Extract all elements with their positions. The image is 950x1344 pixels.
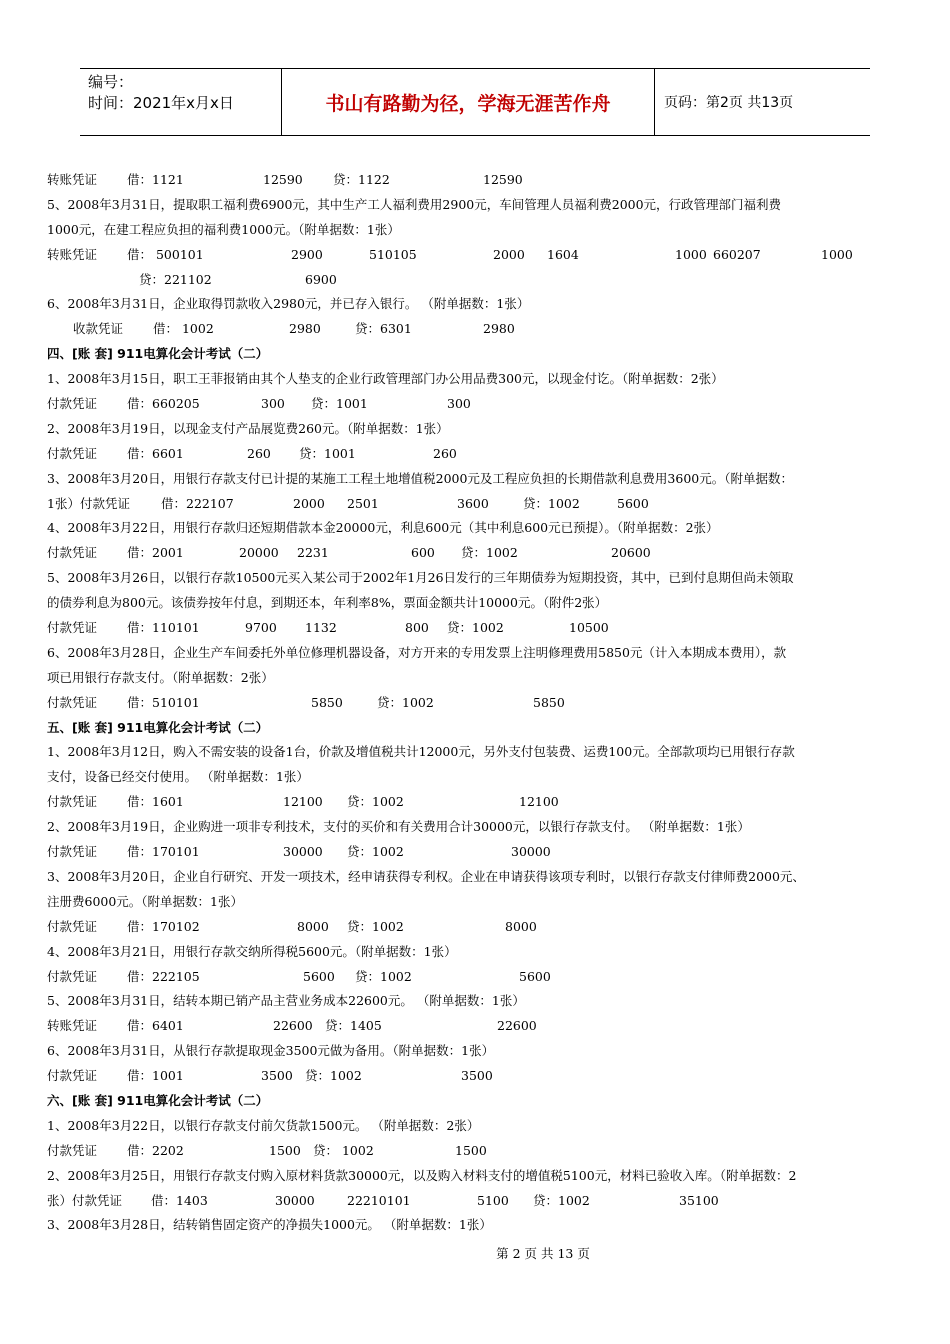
voucher-entry-field: 600 xyxy=(411,545,435,561)
voucher-entry-field: 张）付款凭证 xyxy=(47,1192,123,1208)
paragraph-line: 2、2008年3月25日，用银行存款支付购入原材料货款30000元，以及购入材料支付的增值税5100元，材料已验收入库。（附单据数：2 xyxy=(47,1167,797,1183)
voucher-entry-field: 付款凭证 xyxy=(47,844,98,860)
voucher-entry-field: 借：660205 xyxy=(127,396,200,412)
voucher-entry-field: 贷：1002 xyxy=(447,620,504,636)
voucher-entry-field: 3600 xyxy=(457,495,489,511)
voucher-entry-field: 付款凭证 xyxy=(47,545,98,561)
paragraph-line: 4、2008年3月21日，用银行存款交纳所得税5600元。（附单据数：1张） xyxy=(47,943,457,959)
voucher-entry-field: 贷：1002 xyxy=(347,844,404,860)
voucher-entry-field: 付款凭证 xyxy=(47,445,98,461)
voucher-entry-field: 付款凭证 xyxy=(47,1068,98,1084)
voucher-entry-field: 22600 xyxy=(273,1018,313,1034)
voucher-entry-field: 贷：1002 xyxy=(461,545,518,561)
voucher-entry-field: 300 xyxy=(261,396,285,412)
voucher-entry-field: 9700 xyxy=(245,620,277,636)
voucher-entry-field: 1604 xyxy=(547,246,579,262)
voucher-entry-field: 12590 xyxy=(483,172,523,187)
voucher-entry-line xyxy=(47,317,913,342)
voucher-entry-line xyxy=(47,243,913,268)
voucher-entry-field: 贷：1002 xyxy=(355,968,412,984)
voucher-entry-field: 510105 xyxy=(369,246,417,262)
voucher-entry-field: 260 xyxy=(433,445,457,461)
voucher-entry-line xyxy=(47,1064,913,1089)
voucher-entry-field: 22210101 xyxy=(347,1192,411,1208)
voucher-entry-field: 1500 xyxy=(269,1142,301,1158)
voucher-entry-field: 5600 xyxy=(617,495,649,511)
voucher-entry-field: 2980 xyxy=(483,321,515,337)
paragraph-line: 2、2008年3月19日，以现金支付产品展览费260元。（附单据数：1张） xyxy=(47,420,449,436)
voucher-entry-line xyxy=(47,915,913,940)
document-date-label: 时间：2021年x月x日 xyxy=(88,94,234,112)
voucher-entry-line xyxy=(47,492,913,517)
voucher-entry-field: 12590 xyxy=(263,172,303,187)
paragraph-line: 的债券利息为800元。该债券按年付息，到期还本，年利率8%，票面金额共计10000元。（附件2张） xyxy=(47,595,608,611)
header-page-number: 页码：第2页 共13页 xyxy=(664,95,794,111)
voucher-entry-field: 300 xyxy=(447,396,471,412)
voucher-entry-field: 贷：6301 xyxy=(355,321,412,337)
voucher-entry-field: 2900 xyxy=(291,246,323,262)
voucher-entry-line xyxy=(47,1189,913,1214)
voucher-entry-field: 借： 1002 xyxy=(153,321,214,337)
section-heading: 四、[账 套] 911电算化会计考试（二） xyxy=(47,346,269,362)
voucher-entry-line xyxy=(47,1014,913,1039)
voucher-entry-line xyxy=(47,616,913,641)
voucher-entry-field: 1000 xyxy=(675,246,707,262)
voucher-entry-field: 30000 xyxy=(283,844,323,860)
voucher-entry-field: 12100 xyxy=(519,794,559,810)
voucher-entry-field: 35100 xyxy=(679,1192,719,1208)
page-footer: 第 2 页 共 13 页 xyxy=(496,1246,590,1261)
voucher-entry-field: 260 xyxy=(247,445,271,461)
paragraph-line: 6、2008年3月31日，从银行存款提取现金3500元做为备用。（附单据数：1张） xyxy=(47,1043,495,1059)
paragraph-line: 2、2008年3月19日，企业购进一项非专利技术，支付的买价和有关费用合计30000元，以银行存款支付。 （附单据数：1张） xyxy=(47,819,750,835)
voucher-entry-line xyxy=(47,790,913,815)
voucher-entry-field: 5600 xyxy=(519,968,551,984)
paragraph-line: 1、2008年3月15日，职工王菲报销由其个人垫支的企业行政管理部门办公用品费300元，以现金付讫。（附单据数：2张） xyxy=(47,371,724,387)
page-header xyxy=(80,68,870,136)
paragraph-line: 6、2008年3月28日，企业生产车间委托外单位修理机器设备，对方开来的专用发票上注明修理费用5850元（计入本期成本费用），款 xyxy=(47,644,787,660)
voucher-entry-field: 1132 xyxy=(305,620,337,636)
voucher-entry-field: 付款凭证 xyxy=(47,968,98,984)
voucher-entry-field: 30000 xyxy=(511,844,551,860)
paragraph-line: 1、2008年3月12日，购入不需安装的设备1台，价款及增值税共计12000元，另外支付包装费、运费100元。全部款项均已用银行存款 xyxy=(47,744,795,760)
voucher-entry-field: 借： 500101 xyxy=(127,246,204,262)
paragraph-line: 3、2008年3月20日，企业自行研究、开发一项技术，经申请获得专利权。企业在申请获得该项专利时，以银行存款支付律师费2000元、 xyxy=(47,868,805,884)
voucher-entry-field: 10500 xyxy=(569,620,609,636)
voucher-entry-field: 2501 xyxy=(347,495,379,511)
paragraph-line: 5、2008年3月31日，结转本期已销产品主营业务成本22600元。 （附单据数：1张） xyxy=(47,993,525,1009)
voucher-entry-line xyxy=(47,541,913,566)
document-number-label: 编号： xyxy=(88,73,134,91)
voucher-entry-field: 3500 xyxy=(461,1068,493,1084)
voucher-entry-field: 贷：221102 xyxy=(139,271,212,287)
paragraph-line: 1、2008年3月22日，以银行存款支付前欠货款1500元。 （附单据数：2张） xyxy=(47,1117,480,1133)
voucher-entry-field: 贷：1001 xyxy=(311,396,368,412)
voucher-entry-field: 22600 xyxy=(497,1018,537,1034)
voucher-entry-field: 5600 xyxy=(303,968,335,984)
voucher-entry-field: 借：6401 xyxy=(127,1018,184,1034)
voucher-entry-field: 贷：1002 xyxy=(347,794,404,810)
paragraph-line: 项已用银行存款支付。（附单据数：2张） xyxy=(47,669,274,685)
voucher-entry-field: 5850 xyxy=(311,694,343,710)
paragraph-line: 3、2008年3月20日，用银行存款支付已计提的某施工工程土地增值税2000元及工程应负担的长期借款利息费用3600元。（附单据数： xyxy=(47,470,793,486)
voucher-entry-field: 借：1601 xyxy=(127,794,184,810)
voucher-entry-field: 贷：1002 xyxy=(377,694,434,710)
voucher-entry-line xyxy=(47,965,913,990)
voucher-entry-field: 付款凭证 xyxy=(47,620,98,636)
voucher-entry-field: 借：110101 xyxy=(127,620,200,636)
voucher-entry-line xyxy=(47,1139,913,1164)
voucher-entry-field: 借：510101 xyxy=(127,694,200,710)
voucher-entry-field: 1张）付款凭证 xyxy=(47,495,130,511)
voucher-entry-field: 付款凭证 xyxy=(47,694,98,710)
voucher-entry-field: 贷：1122 xyxy=(333,172,390,187)
voucher-entry-field: 2000 xyxy=(293,495,325,511)
voucher-entry-field: 5850 xyxy=(533,694,565,710)
voucher-entry-field: 贷：1001 xyxy=(299,445,356,461)
paragraph-line: 支付，设备已经交付使用。 （附单据数：1张） xyxy=(47,769,309,785)
voucher-entry-field: 贷： 1002 xyxy=(313,1142,374,1158)
voucher-entry-field: 3500 xyxy=(261,1068,293,1084)
voucher-entry-field: 2000 xyxy=(493,246,525,262)
voucher-entry-field: 8000 xyxy=(505,918,537,934)
header-motto: 书山有路勤为径，学海无涯苦作舟 xyxy=(281,69,655,135)
voucher-entry-field: 借：2202 xyxy=(127,1142,184,1158)
voucher-entry-field: 借：222107 xyxy=(161,495,234,511)
voucher-entry-field: 借：222105 xyxy=(127,968,200,984)
voucher-entry-field: 1500 xyxy=(455,1142,487,1158)
voucher-entry-field: 1000 xyxy=(821,246,853,262)
voucher-entry-field: 贷：1002 xyxy=(347,918,404,934)
voucher-entry-line xyxy=(47,268,913,293)
voucher-entry-field: 8000 xyxy=(297,918,329,934)
voucher-entry-field: 转账凭证 xyxy=(47,172,98,187)
voucher-entry-field: 660207 xyxy=(713,246,761,262)
voucher-entry-field: 借：170101 xyxy=(127,844,200,860)
voucher-entry-line xyxy=(47,392,913,417)
paragraph-line: 6、2008年3月31日，企业取得罚款收入2980元，并已存入银行。 （附单据数：1张） xyxy=(47,296,530,312)
voucher-entry-field: 转账凭证 xyxy=(47,246,98,262)
voucher-entry-field: 付款凭证 xyxy=(47,1142,98,1158)
section-heading: 五、[账 套] 911电算化会计考试（二） xyxy=(47,719,269,735)
voucher-entry-field: 借：6601 xyxy=(127,445,184,461)
voucher-entry-field: 贷：1002 xyxy=(533,1192,590,1208)
document-body xyxy=(47,168,913,1238)
voucher-entry-field: 2980 xyxy=(289,321,321,337)
voucher-entry-field: 付款凭证 xyxy=(47,918,98,934)
voucher-entry-field: 5100 xyxy=(477,1192,509,1208)
voucher-entry-field: 2231 xyxy=(297,545,329,561)
voucher-entry-field: 贷：1405 xyxy=(325,1018,382,1034)
voucher-entry-field: 借：1403 xyxy=(151,1192,208,1208)
voucher-entry-field: 转账凭证 xyxy=(47,1018,98,1034)
paragraph-line: 1000元，在建工程应负担的福利费1000元。（附单据数：1张） xyxy=(47,221,400,237)
paragraph-line: 5、2008年3月31日，提取职工福利费6900元，其中生产工人福利费用2900元，车间管理人员福利费2000元，行政管理部门福利费 xyxy=(47,196,782,212)
voucher-entry-line xyxy=(47,442,913,467)
paragraph-line: 3、2008年3月28日，结转销售固定资产的净损失1000元。 （附单据数：1张） xyxy=(47,1217,492,1233)
voucher-entry-field: 800 xyxy=(405,620,429,636)
paragraph-line: 5、2008年3月26日，以银行存款10500元买入某公司于2002年1月26日发行的三年期债券为短期投资，其中，已到付息期但尚未领取 xyxy=(47,570,794,586)
voucher-entry-field: 借：1001 xyxy=(127,1068,184,1084)
voucher-entry-field: 20000 xyxy=(239,545,279,561)
voucher-entry-field: 付款凭证 xyxy=(47,794,98,810)
voucher-entry-field: 借：2001 xyxy=(127,545,184,561)
voucher-entry-field: 20600 xyxy=(611,545,651,561)
voucher-entry-field: 借：1121 xyxy=(127,172,184,187)
section-heading: 六、[账 套] 911电算化会计考试（二） xyxy=(47,1092,269,1108)
voucher-entry-field: 6900 xyxy=(305,271,337,287)
paragraph-line: 4、2008年3月22日，用银行存款归还短期借款本金20000元，利息600元（其中利息600元已预提）。（附单据数：2张） xyxy=(47,520,719,536)
voucher-entry-field: 贷：1002 xyxy=(523,495,580,511)
header-info-cell xyxy=(80,69,281,135)
voucher-entry-field: 贷：1002 xyxy=(305,1068,362,1084)
voucher-entry-field: 12100 xyxy=(283,794,323,810)
voucher-entry-line xyxy=(47,840,913,865)
voucher-entry-field: 收款凭证 xyxy=(73,321,124,337)
paragraph-line: 注册费6000元。（附单据数：1张） xyxy=(47,893,244,909)
voucher-entry-field: 30000 xyxy=(275,1192,315,1208)
voucher-entry-line xyxy=(47,691,913,716)
voucher-entry-field: 借：170102 xyxy=(127,918,200,934)
voucher-entry-field: 付款凭证 xyxy=(47,396,98,412)
voucher-entry-line xyxy=(47,168,913,193)
